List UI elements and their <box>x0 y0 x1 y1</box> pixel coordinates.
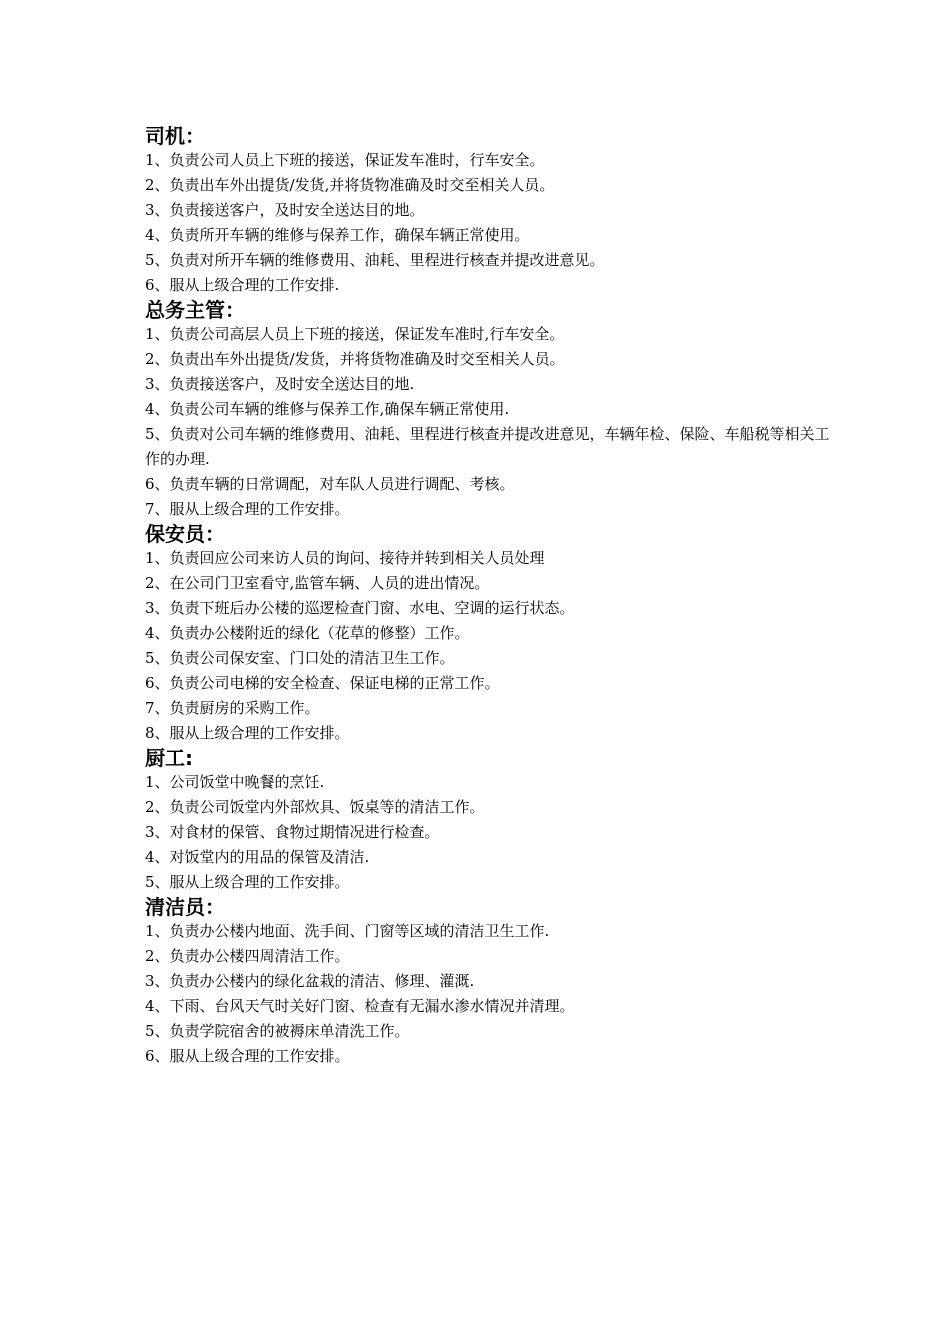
list-item: 2、负责出车外出提货/发货,并将货物准确及时交至相关人员。 <box>145 176 555 194</box>
list-item: 1、负责回应公司来访人员的询问、接待并转到相关人员处理 <box>145 549 545 567</box>
document-body <box>145 124 845 1069</box>
list-item: 4、负责所开车辆的维修与保养工作，确保车辆正常使用。 <box>145 226 530 244</box>
list-item: 6、负责公司电梯的安全检查、保证电梯的正常工作。 <box>145 674 500 692</box>
list-item: 8、服从上级合理的工作安排。 <box>145 724 350 742</box>
list-item: 1、负责公司高层人员上下班的接送，保证发车准时,行车安全。 <box>145 325 565 343</box>
list-item: 3、负责接送客户，及时安全送达目的地。 <box>145 201 425 219</box>
list-item: 6、服从上级合理的工作安排. <box>145 276 340 294</box>
section-title: 厨工: <box>145 746 193 770</box>
section-title: 清洁员： <box>145 895 225 919</box>
section-driver <box>145 124 845 298</box>
section-title: 保安员： <box>145 522 225 546</box>
list-item: 5、负责学院宿舍的被褥床单清洗工作。 <box>145 1022 410 1040</box>
list-item: 7、负责厨房的采购工作。 <box>145 699 320 717</box>
list-item: 4、下雨、台风天气时关好门窗、检查有无漏水渗水情况并清理。 <box>145 997 575 1015</box>
list-item: 2、在公司门卫室看守,监管车辆、人员的进出情况。 <box>145 574 490 592</box>
list-item: 5、负责公司保安室、门口处的清洁卫生工作。 <box>145 649 455 667</box>
section-general-affairs-supervisor <box>145 298 845 522</box>
list-item: 6、负责车辆的日常调配，对车队人员进行调配、考核。 <box>145 475 515 493</box>
list-item: 3、负责接送客户，及时安全送达目的地. <box>145 375 415 393</box>
section-title: 总务主管： <box>145 298 245 322</box>
list-item: 3、对食材的保管、食物过期情况进行检查。 <box>145 823 440 841</box>
list-item: 2、负责办公楼四周清洁工作。 <box>145 947 350 965</box>
list-item: 1、公司饭堂中晚餐的烹饪. <box>145 773 325 791</box>
list-item: 5、负责对公司车辆的维修费用、油耗、里程进行核查并提改进意见，车辆年检、保险、车船税等相关工作的办理. <box>145 425 830 468</box>
list-item: 4、对饭堂内的用品的保管及清洁. <box>145 848 370 866</box>
list-item: 2、负责公司饭堂内外部炊具、饭桌等的清洁工作。 <box>145 798 485 816</box>
section-kitchen-worker <box>145 746 845 895</box>
section-title: 司机： <box>145 124 205 148</box>
list-item: 3、负责办公楼内的绿化盆栽的清洁、修理、灌溉. <box>145 972 475 990</box>
list-item: 5、服从上级合理的工作安排。 <box>145 873 350 891</box>
list-item: 1、负责公司人员上下班的接送，保证发车准时，行车安全。 <box>145 151 545 169</box>
section-cleaner <box>145 895 845 1069</box>
list-item: 5、负责对所开车辆的维修费用、油耗、里程进行核查并提改进意见。 <box>145 251 605 269</box>
list-item: 1、负责办公楼内地面、洗手间、门窗等区域的清洁卫生工作. <box>145 922 550 940</box>
list-item: 3、负责下班后办公楼的巡逻检查门窗、水电、空调的运行状态。 <box>145 599 575 617</box>
list-item: 4、负责办公楼附近的绿化（花草的修整）工作。 <box>145 624 470 642</box>
list-item: 7、服从上级合理的工作安排。 <box>145 500 350 518</box>
section-security-guard <box>145 522 845 746</box>
list-item: 2、负责出车外出提货/发货，并将货物准确及时交至相关人员。 <box>145 350 565 368</box>
list-item: 6、服从上级合理的工作安排。 <box>145 1047 350 1065</box>
list-item: 4、负责公司车辆的维修与保养工作,确保车辆正常使用. <box>145 400 510 418</box>
